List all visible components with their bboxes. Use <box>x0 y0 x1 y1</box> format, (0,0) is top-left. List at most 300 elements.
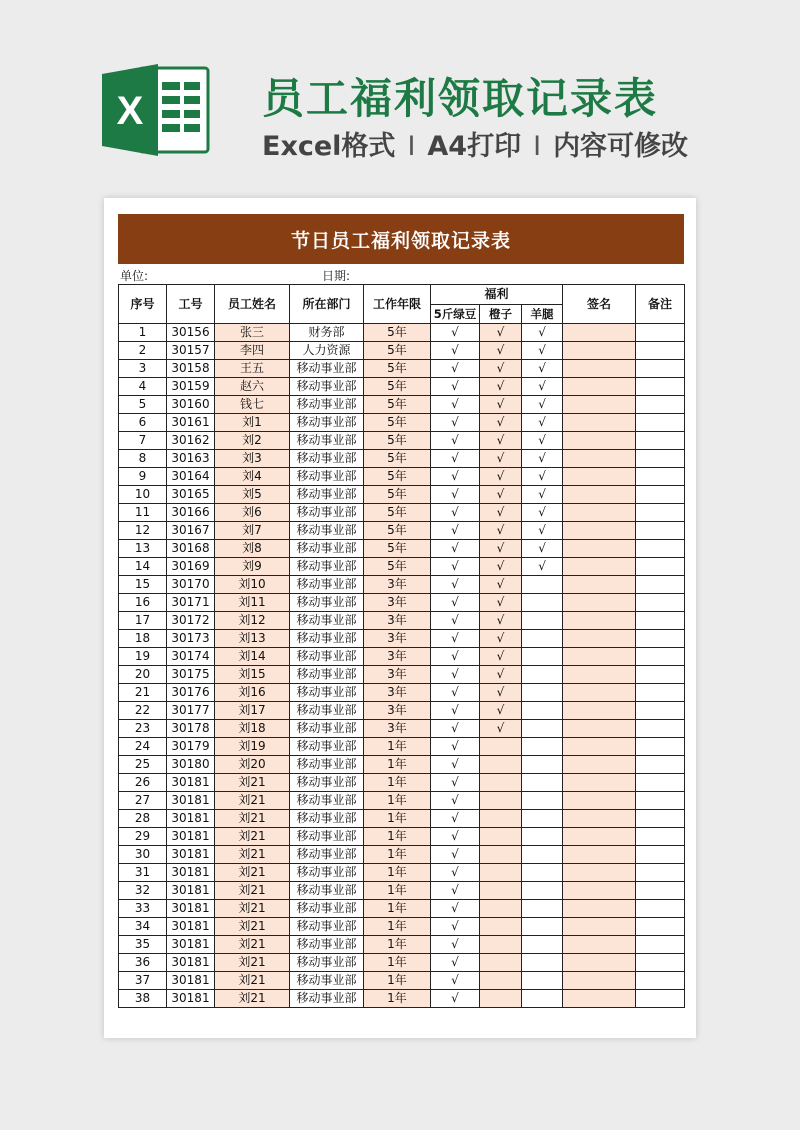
cell-remark[interactable] <box>636 720 685 738</box>
cell-emp-id[interactable]: 30173 <box>167 630 215 648</box>
cell-name[interactable]: 刘21 <box>215 918 290 936</box>
cell-seq[interactable]: 11 <box>119 504 167 522</box>
cell-mungbean[interactable]: √ <box>431 432 480 450</box>
cell-years[interactable]: 5年 <box>364 432 431 450</box>
cell-emp-id[interactable]: 30181 <box>167 918 215 936</box>
cell-name[interactable]: 钱七 <box>215 396 290 414</box>
cell-lamb[interactable] <box>522 594 563 612</box>
cell-orange[interactable]: √ <box>480 360 522 378</box>
cell-mungbean[interactable]: √ <box>431 342 480 360</box>
cell-years[interactable]: 1年 <box>364 900 431 918</box>
cell-seq[interactable]: 18 <box>119 630 167 648</box>
cell-dept[interactable]: 移动事业部 <box>290 432 364 450</box>
cell-orange[interactable] <box>480 918 522 936</box>
cell-orange[interactable] <box>480 954 522 972</box>
cell-seq[interactable]: 36 <box>119 954 167 972</box>
cell-emp-id[interactable]: 30171 <box>167 594 215 612</box>
cell-orange[interactable] <box>480 936 522 954</box>
cell-signature[interactable] <box>563 756 636 774</box>
cell-remark[interactable] <box>636 972 685 990</box>
cell-signature[interactable] <box>563 828 636 846</box>
cell-seq[interactable]: 24 <box>119 738 167 756</box>
cell-mungbean[interactable]: √ <box>431 846 480 864</box>
cell-mungbean[interactable]: √ <box>431 918 480 936</box>
cell-dept[interactable]: 移动事业部 <box>290 396 364 414</box>
cell-dept[interactable]: 移动事业部 <box>290 630 364 648</box>
cell-signature[interactable] <box>563 612 636 630</box>
cell-years[interactable]: 5年 <box>364 378 431 396</box>
cell-seq[interactable]: 29 <box>119 828 167 846</box>
cell-years[interactable]: 3年 <box>364 648 431 666</box>
cell-mungbean[interactable]: √ <box>431 468 480 486</box>
cell-remark[interactable] <box>636 540 685 558</box>
cell-remark[interactable] <box>636 918 685 936</box>
cell-signature[interactable] <box>563 864 636 882</box>
cell-lamb[interactable] <box>522 972 563 990</box>
cell-years[interactable]: 1年 <box>364 810 431 828</box>
cell-emp-id[interactable]: 30156 <box>167 324 215 342</box>
cell-emp-id[interactable]: 30172 <box>167 612 215 630</box>
cell-dept[interactable]: 移动事业部 <box>290 720 364 738</box>
cell-lamb[interactable] <box>522 774 563 792</box>
cell-emp-id[interactable]: 30165 <box>167 486 215 504</box>
cell-orange[interactable]: √ <box>480 450 522 468</box>
cell-dept[interactable]: 移动事业部 <box>290 702 364 720</box>
cell-years[interactable]: 5年 <box>364 396 431 414</box>
cell-orange[interactable] <box>480 774 522 792</box>
cell-remark[interactable] <box>636 900 685 918</box>
cell-years[interactable]: 1年 <box>364 936 431 954</box>
cell-emp-id[interactable]: 30178 <box>167 720 215 738</box>
cell-dept[interactable]: 移动事业部 <box>290 828 364 846</box>
cell-years[interactable]: 3年 <box>364 594 431 612</box>
cell-lamb[interactable] <box>522 936 563 954</box>
cell-years[interactable]: 3年 <box>364 630 431 648</box>
cell-emp-id[interactable]: 30161 <box>167 414 215 432</box>
cell-dept[interactable]: 移动事业部 <box>290 558 364 576</box>
cell-years[interactable]: 5年 <box>364 522 431 540</box>
cell-mungbean[interactable]: √ <box>431 666 480 684</box>
cell-emp-id[interactable]: 30181 <box>167 900 215 918</box>
cell-lamb[interactable]: √ <box>522 360 563 378</box>
cell-name[interactable]: 李四 <box>215 342 290 360</box>
cell-orange[interactable]: √ <box>480 612 522 630</box>
cell-signature[interactable] <box>563 972 636 990</box>
cell-lamb[interactable] <box>522 882 563 900</box>
cell-mungbean[interactable]: √ <box>431 954 480 972</box>
cell-orange[interactable] <box>480 864 522 882</box>
cell-emp-id[interactable]: 30169 <box>167 558 215 576</box>
cell-signature[interactable] <box>563 396 636 414</box>
cell-mungbean[interactable]: √ <box>431 414 480 432</box>
cell-remark[interactable] <box>636 738 685 756</box>
cell-lamb[interactable] <box>522 720 563 738</box>
cell-name[interactable]: 刘7 <box>215 522 290 540</box>
cell-dept[interactable]: 移动事业部 <box>290 918 364 936</box>
cell-signature[interactable] <box>563 558 636 576</box>
cell-years[interactable]: 5年 <box>364 468 431 486</box>
cell-signature[interactable] <box>563 486 636 504</box>
cell-remark[interactable] <box>636 324 685 342</box>
cell-emp-id[interactable]: 30181 <box>167 882 215 900</box>
cell-dept[interactable]: 移动事业部 <box>290 990 364 1008</box>
cell-dept[interactable]: 移动事业部 <box>290 936 364 954</box>
cell-name[interactable]: 刘18 <box>215 720 290 738</box>
cell-name[interactable]: 刘4 <box>215 468 290 486</box>
cell-years[interactable]: 3年 <box>364 720 431 738</box>
cell-lamb[interactable] <box>522 792 563 810</box>
cell-name[interactable]: 刘15 <box>215 666 290 684</box>
cell-remark[interactable] <box>636 702 685 720</box>
cell-remark[interactable] <box>636 504 685 522</box>
cell-name[interactable]: 刘21 <box>215 846 290 864</box>
cell-lamb[interactable] <box>522 756 563 774</box>
cell-seq[interactable]: 1 <box>119 324 167 342</box>
cell-lamb[interactable] <box>522 666 563 684</box>
cell-lamb[interactable]: √ <box>522 486 563 504</box>
cell-years[interactable]: 5年 <box>364 540 431 558</box>
cell-mungbean[interactable]: √ <box>431 720 480 738</box>
cell-mungbean[interactable]: √ <box>431 576 480 594</box>
cell-lamb[interactable] <box>522 612 563 630</box>
cell-mungbean[interactable]: √ <box>431 774 480 792</box>
cell-signature[interactable] <box>563 630 636 648</box>
cell-signature[interactable] <box>563 342 636 360</box>
cell-seq[interactable]: 33 <box>119 900 167 918</box>
cell-orange[interactable]: √ <box>480 504 522 522</box>
cell-dept[interactable]: 移动事业部 <box>290 360 364 378</box>
cell-orange[interactable] <box>480 756 522 774</box>
cell-orange[interactable] <box>480 972 522 990</box>
cell-emp-id[interactable]: 30170 <box>167 576 215 594</box>
cell-signature[interactable] <box>563 360 636 378</box>
cell-emp-id[interactable]: 30181 <box>167 774 215 792</box>
cell-years[interactable]: 1年 <box>364 792 431 810</box>
cell-name[interactable]: 刘21 <box>215 990 290 1008</box>
cell-seq[interactable]: 34 <box>119 918 167 936</box>
cell-seq[interactable]: 26 <box>119 774 167 792</box>
cell-orange[interactable] <box>480 900 522 918</box>
cell-orange[interactable]: √ <box>480 468 522 486</box>
cell-years[interactable]: 5年 <box>364 558 431 576</box>
cell-years[interactable]: 3年 <box>364 576 431 594</box>
cell-signature[interactable] <box>563 378 636 396</box>
cell-orange[interactable]: √ <box>480 648 522 666</box>
cell-dept[interactable]: 移动事业部 <box>290 648 364 666</box>
cell-name[interactable]: 刘14 <box>215 648 290 666</box>
cell-signature[interactable] <box>563 594 636 612</box>
cell-dept[interactable]: 移动事业部 <box>290 378 364 396</box>
cell-mungbean[interactable]: √ <box>431 792 480 810</box>
cell-remark[interactable] <box>636 594 685 612</box>
cell-remark[interactable] <box>636 864 685 882</box>
cell-name[interactable]: 刘21 <box>215 774 290 792</box>
cell-seq[interactable]: 13 <box>119 540 167 558</box>
cell-seq[interactable]: 5 <box>119 396 167 414</box>
cell-years[interactable]: 1年 <box>364 918 431 936</box>
cell-years[interactable]: 1年 <box>364 846 431 864</box>
cell-remark[interactable] <box>636 846 685 864</box>
cell-years[interactable]: 1年 <box>364 828 431 846</box>
cell-emp-id[interactable]: 30181 <box>167 936 215 954</box>
cell-lamb[interactable] <box>522 990 563 1008</box>
cell-signature[interactable] <box>563 774 636 792</box>
cell-orange[interactable]: √ <box>480 342 522 360</box>
cell-seq[interactable]: 31 <box>119 864 167 882</box>
cell-mungbean[interactable]: √ <box>431 684 480 702</box>
cell-lamb[interactable]: √ <box>522 342 563 360</box>
cell-seq[interactable]: 15 <box>119 576 167 594</box>
cell-orange[interactable]: √ <box>480 630 522 648</box>
cell-emp-id[interactable]: 30181 <box>167 864 215 882</box>
cell-signature[interactable] <box>563 936 636 954</box>
cell-lamb[interactable]: √ <box>522 540 563 558</box>
cell-years[interactable]: 3年 <box>364 666 431 684</box>
cell-lamb[interactable]: √ <box>522 324 563 342</box>
cell-emp-id[interactable]: 30157 <box>167 342 215 360</box>
cell-name[interactable]: 刘21 <box>215 936 290 954</box>
cell-emp-id[interactable]: 30163 <box>167 450 215 468</box>
cell-remark[interactable] <box>636 684 685 702</box>
cell-name[interactable]: 王五 <box>215 360 290 378</box>
cell-signature[interactable] <box>563 738 636 756</box>
cell-name[interactable]: 张三 <box>215 324 290 342</box>
cell-mungbean[interactable]: √ <box>431 936 480 954</box>
cell-mungbean[interactable]: √ <box>431 738 480 756</box>
cell-lamb[interactable]: √ <box>522 432 563 450</box>
cell-seq[interactable]: 6 <box>119 414 167 432</box>
cell-mungbean[interactable]: √ <box>431 810 480 828</box>
cell-emp-id[interactable]: 30176 <box>167 684 215 702</box>
cell-emp-id[interactable]: 30167 <box>167 522 215 540</box>
cell-emp-id[interactable]: 30181 <box>167 954 215 972</box>
cell-dept[interactable]: 移动事业部 <box>290 900 364 918</box>
cell-seq[interactable]: 16 <box>119 594 167 612</box>
cell-dept[interactable]: 移动事业部 <box>290 810 364 828</box>
cell-dept[interactable]: 移动事业部 <box>290 666 364 684</box>
cell-signature[interactable] <box>563 720 636 738</box>
cell-dept[interactable]: 人力资源 <box>290 342 364 360</box>
cell-name[interactable]: 刘11 <box>215 594 290 612</box>
cell-seq[interactable]: 4 <box>119 378 167 396</box>
cell-remark[interactable] <box>636 576 685 594</box>
cell-dept[interactable]: 移动事业部 <box>290 954 364 972</box>
cell-lamb[interactable]: √ <box>522 468 563 486</box>
cell-years[interactable]: 3年 <box>364 684 431 702</box>
cell-mungbean[interactable]: √ <box>431 828 480 846</box>
cell-dept[interactable]: 移动事业部 <box>290 684 364 702</box>
cell-mungbean[interactable]: √ <box>431 648 480 666</box>
cell-signature[interactable] <box>563 648 636 666</box>
cell-signature[interactable] <box>563 900 636 918</box>
cell-seq[interactable]: 14 <box>119 558 167 576</box>
cell-signature[interactable] <box>563 432 636 450</box>
cell-remark[interactable] <box>636 558 685 576</box>
cell-remark[interactable] <box>636 828 685 846</box>
cell-seq[interactable]: 12 <box>119 522 167 540</box>
cell-mungbean[interactable]: √ <box>431 396 480 414</box>
cell-mungbean[interactable]: √ <box>431 324 480 342</box>
cell-emp-id[interactable]: 30166 <box>167 504 215 522</box>
cell-dept[interactable]: 移动事业部 <box>290 540 364 558</box>
cell-remark[interactable] <box>636 954 685 972</box>
cell-years[interactable]: 1年 <box>364 756 431 774</box>
cell-signature[interactable] <box>563 918 636 936</box>
cell-emp-id[interactable]: 30179 <box>167 738 215 756</box>
cell-remark[interactable] <box>636 882 685 900</box>
cell-remark[interactable] <box>636 522 685 540</box>
cell-seq[interactable]: 20 <box>119 666 167 684</box>
cell-mungbean[interactable]: √ <box>431 360 480 378</box>
cell-lamb[interactable] <box>522 702 563 720</box>
cell-orange[interactable]: √ <box>480 702 522 720</box>
cell-name[interactable]: 刘21 <box>215 972 290 990</box>
cell-orange[interactable]: √ <box>480 522 522 540</box>
cell-lamb[interactable] <box>522 828 563 846</box>
cell-seq[interactable]: 25 <box>119 756 167 774</box>
cell-mungbean[interactable]: √ <box>431 882 480 900</box>
cell-mungbean[interactable]: √ <box>431 486 480 504</box>
cell-dept[interactable]: 移动事业部 <box>290 738 364 756</box>
cell-remark[interactable] <box>636 414 685 432</box>
cell-orange[interactable]: √ <box>480 324 522 342</box>
cell-name[interactable]: 刘8 <box>215 540 290 558</box>
cell-lamb[interactable] <box>522 846 563 864</box>
cell-remark[interactable] <box>636 810 685 828</box>
cell-seq[interactable]: 17 <box>119 612 167 630</box>
cell-dept[interactable]: 移动事业部 <box>290 756 364 774</box>
cell-signature[interactable] <box>563 324 636 342</box>
cell-name[interactable]: 刘21 <box>215 900 290 918</box>
cell-mungbean[interactable]: √ <box>431 558 480 576</box>
cell-remark[interactable] <box>636 450 685 468</box>
cell-orange[interactable] <box>480 846 522 864</box>
cell-mungbean[interactable]: √ <box>431 864 480 882</box>
cell-name[interactable]: 刘16 <box>215 684 290 702</box>
cell-emp-id[interactable]: 30181 <box>167 990 215 1008</box>
cell-signature[interactable] <box>563 576 636 594</box>
cell-name[interactable]: 刘20 <box>215 756 290 774</box>
cell-name[interactable]: 刘21 <box>215 828 290 846</box>
cell-orange[interactable]: √ <box>480 684 522 702</box>
cell-name[interactable]: 刘21 <box>215 792 290 810</box>
cell-name[interactable]: 刘12 <box>215 612 290 630</box>
cell-mungbean[interactable]: √ <box>431 990 480 1008</box>
cell-remark[interactable] <box>636 792 685 810</box>
cell-mungbean[interactable]: √ <box>431 756 480 774</box>
cell-emp-id[interactable]: 30181 <box>167 828 215 846</box>
cell-mungbean[interactable]: √ <box>431 612 480 630</box>
cell-name[interactable]: 刘13 <box>215 630 290 648</box>
cell-years[interactable]: 5年 <box>364 414 431 432</box>
cell-dept[interactable]: 移动事业部 <box>290 522 364 540</box>
cell-orange[interactable]: √ <box>480 378 522 396</box>
cell-seq[interactable]: 2 <box>119 342 167 360</box>
cell-name[interactable]: 刘21 <box>215 864 290 882</box>
cell-remark[interactable] <box>636 990 685 1008</box>
cell-orange[interactable]: √ <box>480 576 522 594</box>
cell-dept[interactable]: 移动事业部 <box>290 504 364 522</box>
cell-dept[interactable]: 移动事业部 <box>290 612 364 630</box>
cell-emp-id[interactable]: 30168 <box>167 540 215 558</box>
cell-lamb[interactable] <box>522 918 563 936</box>
cell-emp-id[interactable]: 30177 <box>167 702 215 720</box>
cell-orange[interactable]: √ <box>480 486 522 504</box>
cell-years[interactable]: 1年 <box>364 882 431 900</box>
cell-years[interactable]: 5年 <box>364 324 431 342</box>
cell-mungbean[interactable]: √ <box>431 702 480 720</box>
cell-mungbean[interactable]: √ <box>431 522 480 540</box>
cell-name[interactable]: 刘1 <box>215 414 290 432</box>
cell-years[interactable]: 5年 <box>364 486 431 504</box>
cell-seq[interactable]: 3 <box>119 360 167 378</box>
cell-seq[interactable]: 30 <box>119 846 167 864</box>
cell-dept[interactable]: 移动事业部 <box>290 846 364 864</box>
cell-years[interactable]: 1年 <box>364 774 431 792</box>
cell-seq[interactable]: 7 <box>119 432 167 450</box>
cell-seq[interactable]: 37 <box>119 972 167 990</box>
cell-years[interactable]: 5年 <box>364 360 431 378</box>
cell-signature[interactable] <box>563 990 636 1008</box>
cell-lamb[interactable] <box>522 900 563 918</box>
cell-remark[interactable] <box>636 630 685 648</box>
cell-signature[interactable] <box>563 504 636 522</box>
cell-seq[interactable]: 19 <box>119 648 167 666</box>
cell-orange[interactable] <box>480 792 522 810</box>
cell-orange[interactable]: √ <box>480 540 522 558</box>
cell-remark[interactable] <box>636 486 685 504</box>
cell-signature[interactable] <box>563 954 636 972</box>
cell-dept[interactable]: 移动事业部 <box>290 774 364 792</box>
cell-name[interactable]: 刘9 <box>215 558 290 576</box>
cell-signature[interactable] <box>563 882 636 900</box>
cell-orange[interactable]: √ <box>480 414 522 432</box>
cell-lamb[interactable] <box>522 648 563 666</box>
cell-emp-id[interactable]: 30181 <box>167 846 215 864</box>
cell-dept[interactable]: 移动事业部 <box>290 468 364 486</box>
cell-orange[interactable]: √ <box>480 720 522 738</box>
cell-lamb[interactable] <box>522 864 563 882</box>
cell-years[interactable]: 1年 <box>364 990 431 1008</box>
cell-seq[interactable]: 35 <box>119 936 167 954</box>
cell-orange[interactable]: √ <box>480 432 522 450</box>
cell-emp-id[interactable]: 30158 <box>167 360 215 378</box>
cell-lamb[interactable] <box>522 738 563 756</box>
cell-mungbean[interactable]: √ <box>431 540 480 558</box>
cell-mungbean[interactable]: √ <box>431 504 480 522</box>
cell-signature[interactable] <box>563 684 636 702</box>
cell-dept[interactable]: 移动事业部 <box>290 594 364 612</box>
cell-years[interactable]: 1年 <box>364 864 431 882</box>
cell-remark[interactable] <box>636 612 685 630</box>
cell-lamb[interactable]: √ <box>522 450 563 468</box>
cell-seq[interactable]: 32 <box>119 882 167 900</box>
cell-lamb[interactable]: √ <box>522 414 563 432</box>
cell-name[interactable]: 刘21 <box>215 954 290 972</box>
cell-mungbean[interactable]: √ <box>431 378 480 396</box>
cell-name[interactable]: 刘10 <box>215 576 290 594</box>
cell-dept[interactable]: 移动事业部 <box>290 576 364 594</box>
cell-lamb[interactable] <box>522 954 563 972</box>
cell-seq[interactable]: 28 <box>119 810 167 828</box>
cell-seq[interactable]: 38 <box>119 990 167 1008</box>
cell-name[interactable]: 刘3 <box>215 450 290 468</box>
cell-signature[interactable] <box>563 468 636 486</box>
cell-remark[interactable] <box>636 378 685 396</box>
cell-lamb[interactable] <box>522 630 563 648</box>
cell-emp-id[interactable]: 30162 <box>167 432 215 450</box>
cell-remark[interactable] <box>636 774 685 792</box>
